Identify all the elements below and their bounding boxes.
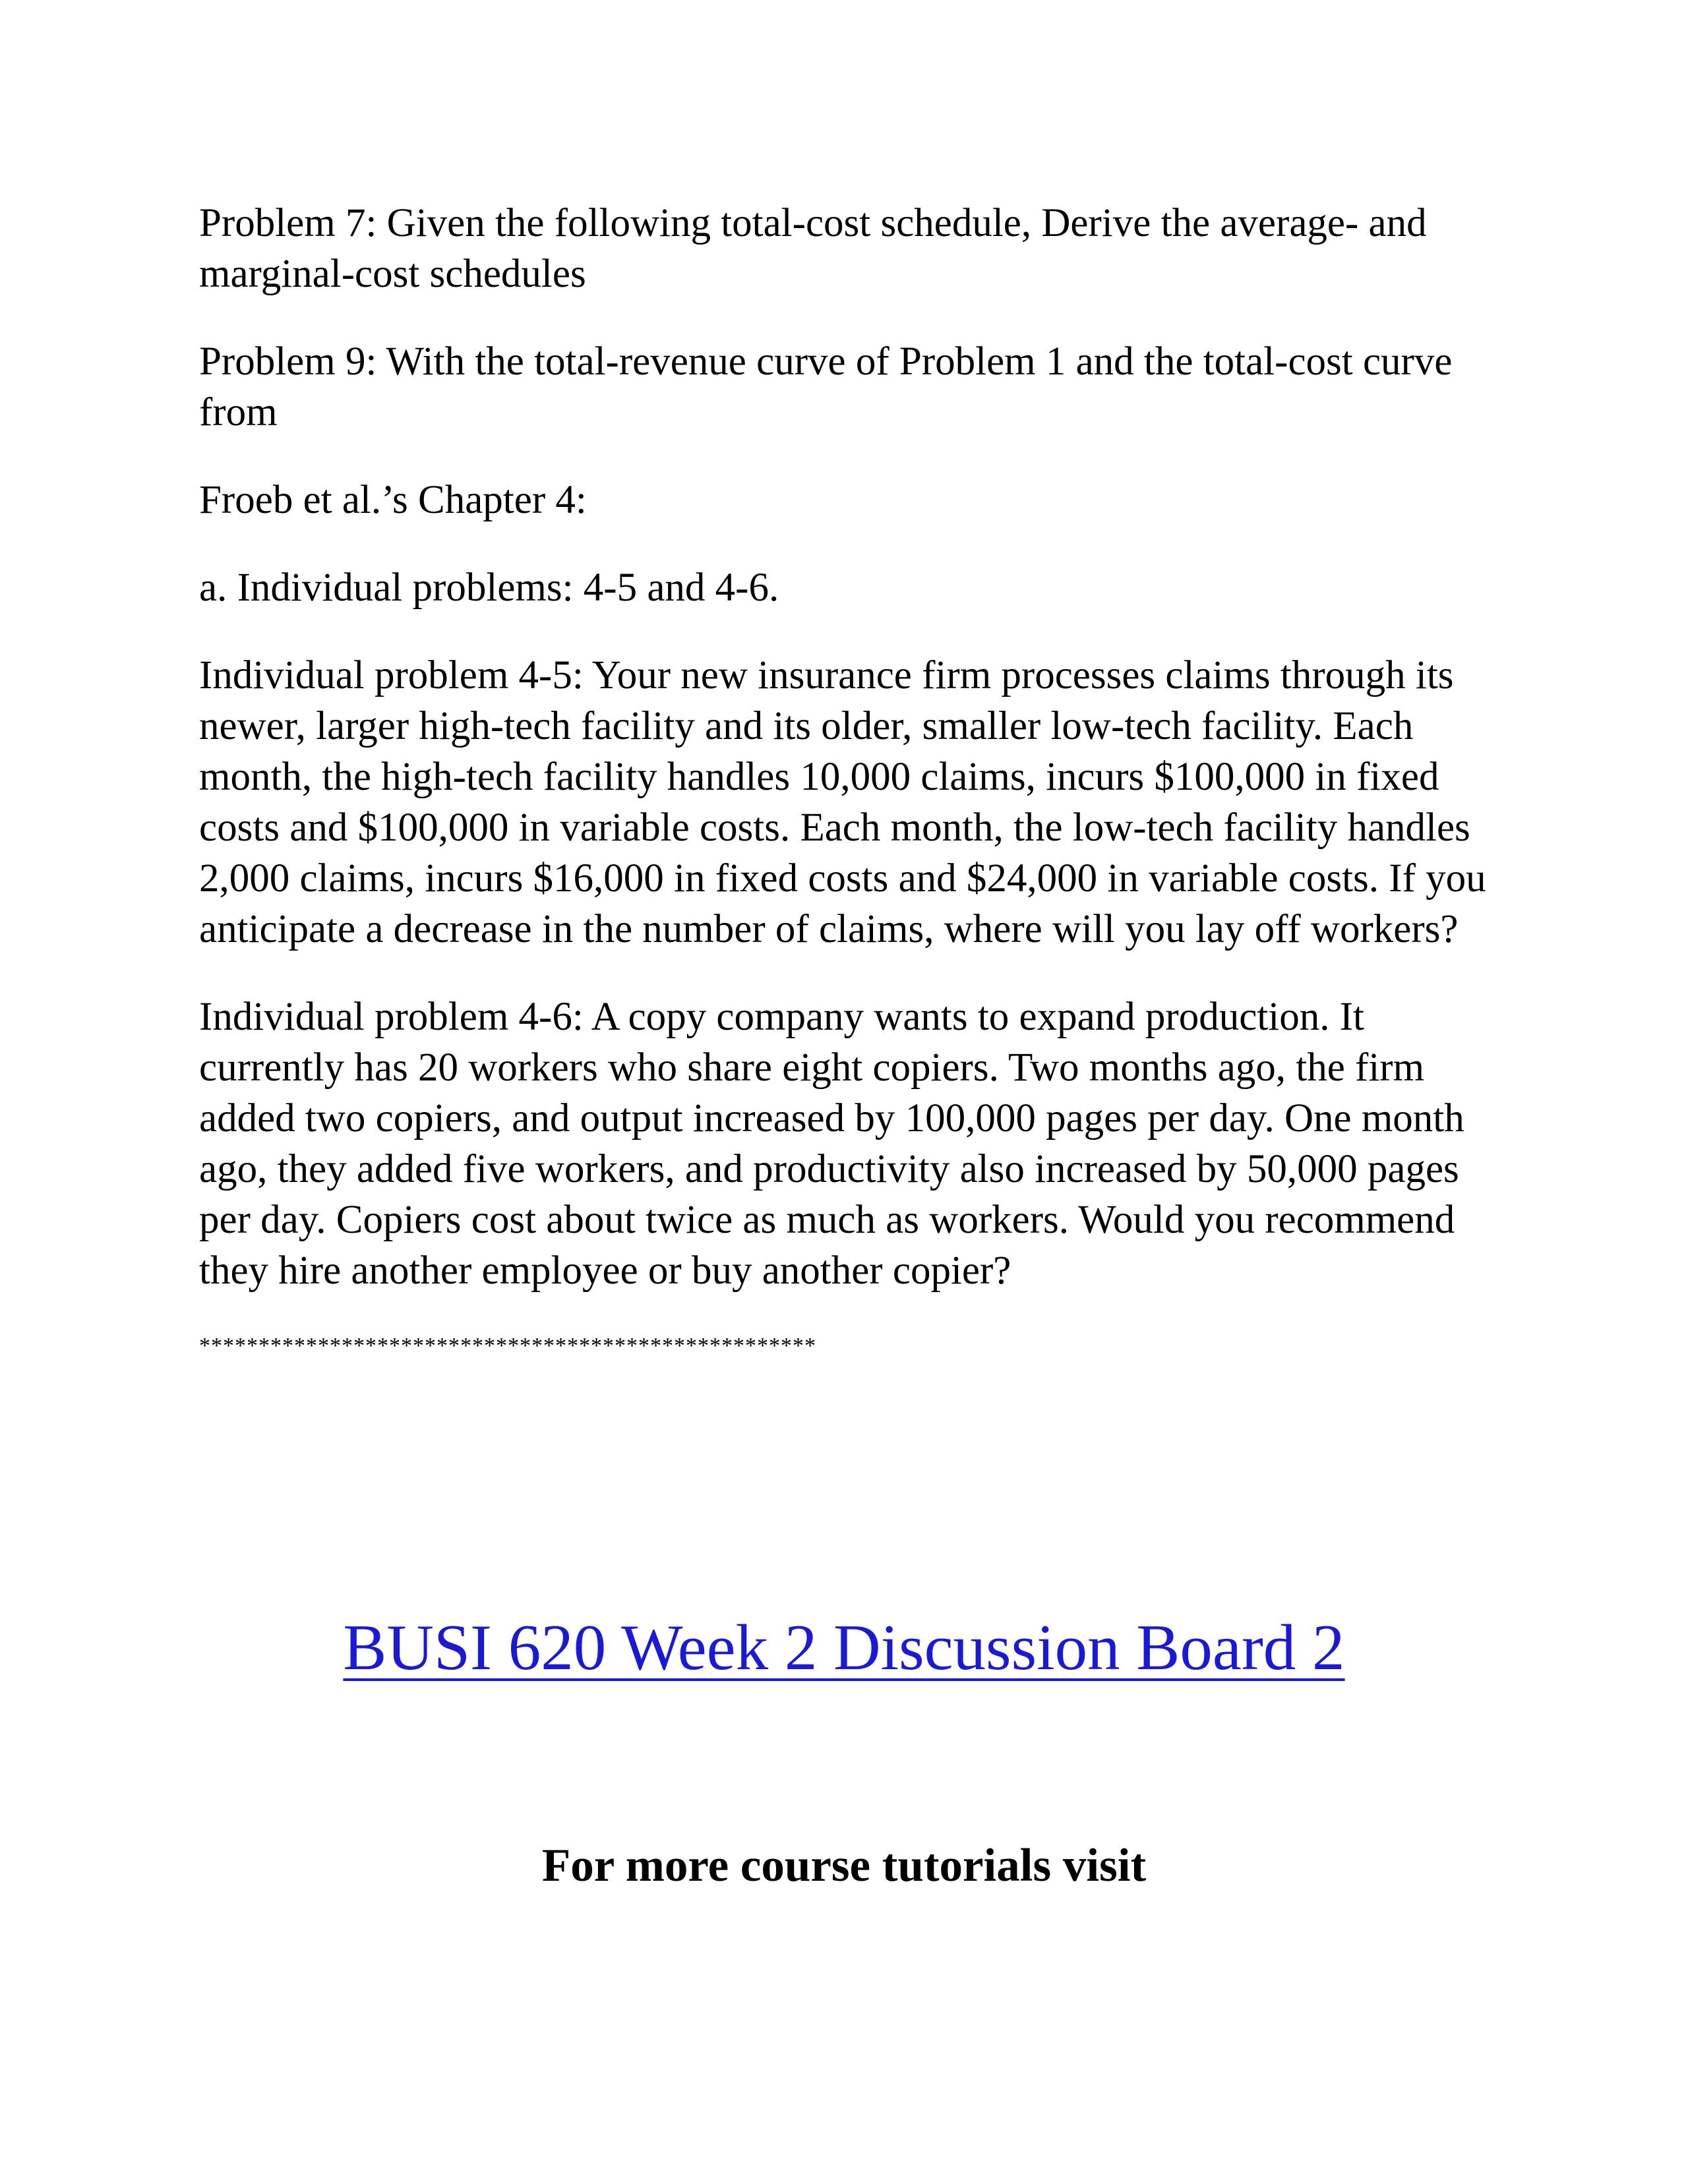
paragraph-problem-4-5: Individual problem 4-5: Your new insurance firm processes claims through its newer, larger high-tech facility and its older, smaller low-tech facility. Each month, the high-tech facility handles 10,000 claims, incurs $100,000 in fixed costs and $100,000 in variable costs. Each month, the low-tech facility handles 2,000 claims, incurs $16,000 in fixed costs and $24,000 in variable costs. If you anticipate a decrease in the number of claims, where will you lay off workers? — [199, 653, 1486, 951]
footer-note: For more course tutorials visit — [541, 1840, 1147, 1891]
course-title-link[interactable]: BUSI 620 Week 2 Discussion Board 2 — [343, 1612, 1345, 1684]
paragraph-problem-9: Problem 9: With the total-revenue curve of Problem 1 and the total-cost curve from — [199, 339, 1453, 434]
paragraph-chapter-heading: Froeb et al.’s Chapter 4: — [199, 478, 587, 522]
paragraph-problem-7: Problem 7: Given the following total-cost schedule, Derive the average- and marginal-cost schedules — [199, 201, 1427, 296]
document-body — [199, 198, 1511, 1359]
asterisk-separator: **************************************************** — [199, 1334, 816, 1358]
paragraph-problem-4-6: Individual problem 4-6: A copy company wants to expand production. It currently has 20 workers who share eight copiers. Two months ago, the firm added two copiers, and output increased by 100,000 pages per day. One month ago, they added five workers, and productivity also increased by 50,000 pages per day. Copiers cost about twice as much as workers. Would you recommend they hire another employee or buy another copier? — [199, 995, 1464, 1293]
paragraph-individual-problems: a. Individual problems: 4-5 and 4-6. — [199, 566, 779, 610]
